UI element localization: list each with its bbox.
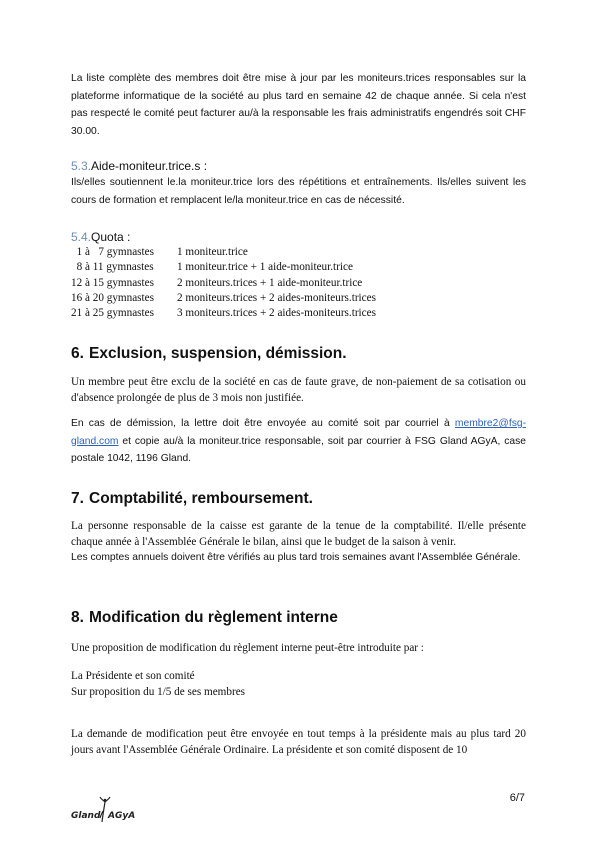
quota-range: 21 à 25 gymnastes <box>71 307 154 320</box>
section-7-paragraph-1: La personne responsable de la caisse est garante de la tenue de la comptabilité. Il/elle présente chaque année à l'Assemblée Générale le bilan, ainsi que le budget de la saison à venir. <box>71 520 526 548</box>
section-8-list-item-1: La Présidente et son comité <box>71 670 195 682</box>
section-7-p1-block <box>71 518 526 550</box>
section-8 <box>71 608 526 628</box>
quota-staff: 1 moniteur.trice <box>177 246 248 258</box>
section-7-paragraph-2: Les comptes annuels doivent être vérifiés au plus tard trois semaines avant l'Assemblée Générale. <box>71 552 521 563</box>
quota-row <box>71 276 376 291</box>
section-7-number: 7. <box>71 490 84 507</box>
email-link[interactable]: membre2@fsg-gland.com <box>71 418 526 447</box>
section-6-paragraph-2 <box>71 415 526 468</box>
intro-paragraph: La liste complète des membres doit être mise à jour par les moniteurs.trices responsables sur la plateforme informatique de la société au plus tard en semaine 42 de chaque année. Si cela n'est pas respecté le comité peut facturer au/à la responsable les frais administratifs engendrés soit CHF 30.00. <box>71 73 526 137</box>
section-5-3-heading <box>71 158 526 174</box>
gland-agya-logo <box>71 796 151 826</box>
section-5-3 <box>71 158 526 209</box>
section-8-number: 8. <box>71 609 84 626</box>
page-number: 6/7 <box>509 792 525 804</box>
section-5-4-heading <box>71 229 526 245</box>
quota-range: 8 à 11 gymnastes <box>71 261 154 274</box>
section-6-p2-text-before: En cas de démission, la lettre doit être envoyée au comité soit par courriel à <box>71 418 455 429</box>
section-7 <box>71 489 526 509</box>
section-8-paragraph-1: Une proposition de modification du règlement interne peut-être introduite par : <box>71 642 424 654</box>
section-6-p2-block <box>71 415 526 468</box>
section-5-3-number: 5.3. <box>71 159 92 173</box>
section-6-p2-text-after: et copie au/à la moniteur.trice responsable, soit par courrier à FSG Gland AGyA, case postale 1042, 1196 Gland. <box>71 435 526 464</box>
section-6-paragraph-1: Un membre peut être exclu de la société en cas de faute grave, de non-paiement de sa cotisation ou d'absence prolongée de plus de 3 mois non justifiée. <box>71 376 526 404</box>
quota-range: 12 à 15 gymnastes <box>71 276 154 289</box>
quota-row <box>71 306 376 321</box>
section-7-title: Comptabilité, remboursement. <box>89 490 313 507</box>
section-7-heading <box>71 489 526 509</box>
quota-row <box>71 291 376 306</box>
section-6-heading <box>71 344 526 364</box>
intro-paragraph-block <box>71 70 526 140</box>
section-7-p2-block <box>71 549 526 567</box>
section-8-paragraph-2: La demande de modification peut être envoyée en tout temps à la présidente mais au plus tard 20 jours avant l'Assemblée Générale Ordinaire. La présidente et son comité disposent de 10 <box>71 728 526 756</box>
quota-row <box>71 260 376 275</box>
gymnast-logo-icon <box>71 796 151 826</box>
quota-table <box>71 245 376 321</box>
section-8-heading <box>71 608 526 628</box>
quota-staff: 2 moniteurs.trices + 2 aides-moniteurs.trices <box>177 291 376 304</box>
section-6-p1-block <box>71 374 526 406</box>
section-5-4-number: 5.4. <box>71 230 92 244</box>
section-8-title: Modification du règlement interne <box>89 609 338 626</box>
quota-staff: 1 moniteur.trice + 1 aide-moniteur.trice <box>177 261 353 274</box>
section-6-title: Exclusion, suspension, démission. <box>89 345 347 362</box>
svg-text:AGyA: AGyA <box>108 811 136 821</box>
section-8-p2-block <box>71 726 526 758</box>
quota-row <box>71 245 376 260</box>
quota-staff: 2 moniteurs.trices + 1 aide-moniteur.trice <box>177 276 363 289</box>
section-5-4 <box>71 229 526 245</box>
quota-range: 1 à 7 gymnastes <box>71 246 154 258</box>
section-5-4-title: Quota : <box>91 230 131 244</box>
section-8-p1-block <box>71 640 526 656</box>
section-5-3-title: Aide-moniteur.trice.s : <box>91 159 208 173</box>
section-8-list-item-2: Sur proposition du 1/5 de ses membres <box>71 686 246 698</box>
section-6-number: 6. <box>71 345 84 362</box>
quota-staff: 3 moniteurs.trices + 2 aides-moniteurs.trices <box>177 307 376 320</box>
section-8-list <box>71 668 526 700</box>
section-6 <box>71 344 526 364</box>
quota-range: 16 à 20 gymnastes <box>71 291 154 304</box>
section-5-3-paragraph: Ils/elles soutiennent le.la moniteur.trice lors des répétitions et entraînements. Ils/elles suivent les cours de formation et remplacent le/la moniteur.trice en cas de nécessité. <box>71 177 526 206</box>
svg-text:Gland: Gland <box>71 811 101 821</box>
